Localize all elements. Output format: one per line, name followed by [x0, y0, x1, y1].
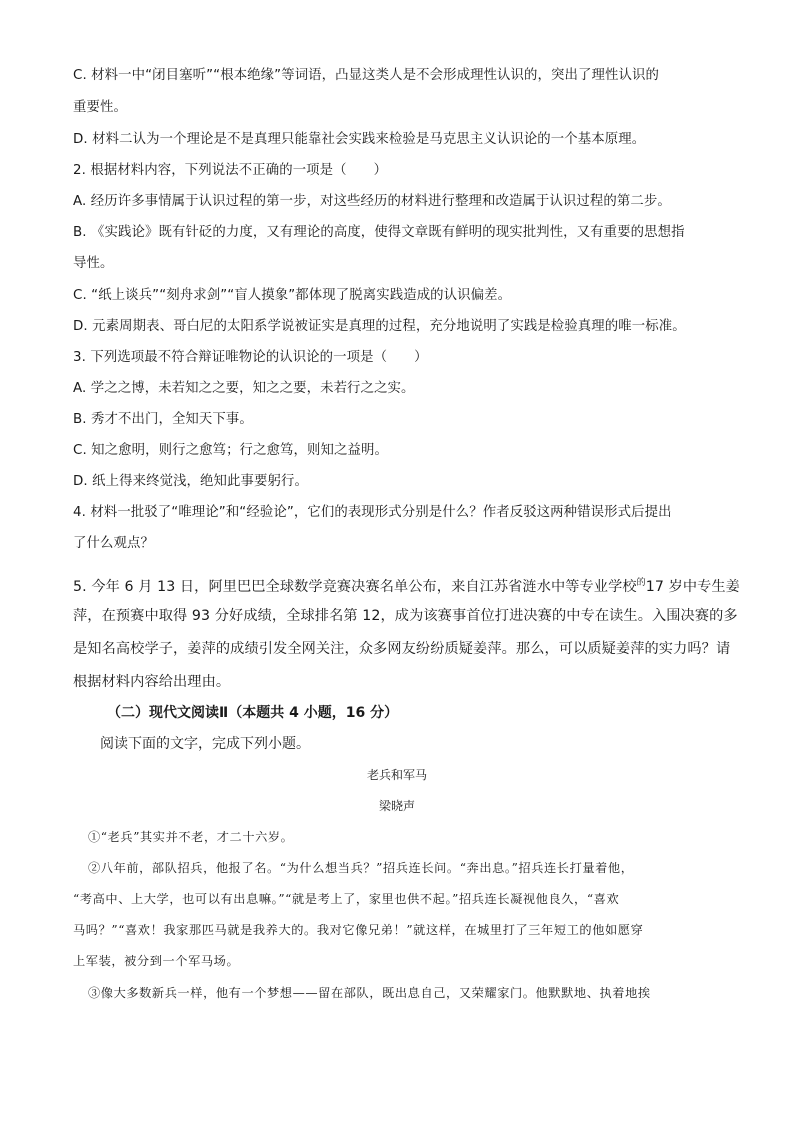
q4-line1: 4. 材料一批驳了“唯理论”和“经验论”，它们的表现形式分别是什么？作者反驳这两种错误形式后提出 [73, 505, 672, 520]
q5-line4: 根据材料内容给出理由。 [73, 674, 231, 690]
q5-line3: 是知名高校学子，姜萍的成绩引发全网关注，众多网友纷纷质疑姜萍。那么，可以质疑姜萍的实力吗？请 [73, 641, 731, 657]
story-paragraph-2-line1: ②八年前，部队招兵，他报了名。“为什么想当兵？”招兵连长问。“奔出息。”招兵连长打量着他， [88, 861, 634, 875]
story-paragraph-2-line2: “考高中、上大学，也可以有出息嘛。”“就是考上了，家里也供不起。”招兵连长凝视他良久，“喜欢 [73, 892, 620, 906]
q1-option-c-line1: C. 材料一中“闭目塞听”“根本绝缘”等词语，凸显这类人是不会形成理性认识的，突出了理性认识的 [73, 68, 659, 83]
q1-option-d: D. 材料二认为一个理论是不是真理只能靠社会实践来检验是马克思主义认识论的一个基本原理。 [73, 132, 646, 147]
q2-option-c: C. “纸上谈兵”“刻舟求剑”“盲人摸象”都体现了脱离实践造成的认识偏差。 [73, 288, 512, 303]
q3-option-b: B. 秀才不出门，全知天下事。 [73, 412, 253, 427]
q5-line2: 萍，在预赛中取得 93 分好成绩，全球排名第 12，成为该赛事首位打进决赛的中专在读生。入围决赛的多 [73, 608, 738, 624]
q1-option-c-line2: 重要性。 [73, 100, 127, 115]
q2-stem: 2. 根据材料内容，下列说法不正确的一项是（ ） [73, 163, 388, 178]
q3-option-d: D. 纸上得来终觉浅，绝知此事要躬行。 [73, 474, 308, 489]
q5-line1-superscript: 的 [636, 578, 646, 588]
q2-option-d: D. 元素周期表、哥白尼的太阳系学说被证实是真理的过程，充分地说明了实践是检验真理的唯一标准。 [73, 319, 686, 334]
story-paragraph-1: ①“老兵”其实并不老，才二十六岁。 [88, 830, 294, 844]
q5-line1-text-a: 5. 今年 6 月 13 日，阿里巴巴全球数学竞赛决赛名单公布，来自江苏省涟水中等专业学校 [73, 579, 637, 595]
section-heading: （二）现代文阅读Ⅱ（本题共 4 小题，16 分） [107, 705, 399, 721]
q3-stem: 3. 下列选项最不符合辩证唯物论的认识论的一项是（ ） [73, 350, 428, 365]
story-title: 老兵和军马 [366, 768, 427, 782]
reading-instruction: 阅读下面的文字，完成下列小题。 [100, 736, 310, 752]
q4-line2: 了什么观点？ [73, 536, 154, 551]
story-author: 梁晓声 [378, 799, 415, 813]
q2-option-b-line2: 导性。 [73, 256, 114, 271]
q2-option-a: A. 经历许多事情属于认识过程的第一步，对这些经历的材料进行整理和改造属于认识过程的第二步。 [73, 194, 671, 209]
story-paragraph-2-line3: 马吗？”“喜欢！我家那匹马就是我养大的。我对它像兄弟！”就这样，在城里打了三年短工的他如愿穿 [73, 923, 644, 937]
q2-option-b-line1: B. 《实践论》既有针砭的力度，又有理论的高度，使得文章既有鲜明的现实批判性，又有重要的思想指 [73, 225, 685, 240]
q3-option-c: C. 知之愈明，则行之愈笃；行之愈笃，则知之益明。 [73, 443, 388, 458]
story-paragraph-2-line4: 上军装，被分到一个军马场。 [73, 954, 240, 968]
q5-line1-text-b: 17 岁中专生姜 [645, 579, 740, 595]
q3-option-a: A. 学之之博，未若知之之要，知之之要，未若行之之实。 [73, 381, 415, 396]
q5-line1 [73, 573, 740, 597]
story-paragraph-3-line1: ③像大多数新兵一样，他有一个梦想——留在部队，既出息自己，又荣耀家门。他默默地、执着地挨 [88, 986, 651, 1000]
